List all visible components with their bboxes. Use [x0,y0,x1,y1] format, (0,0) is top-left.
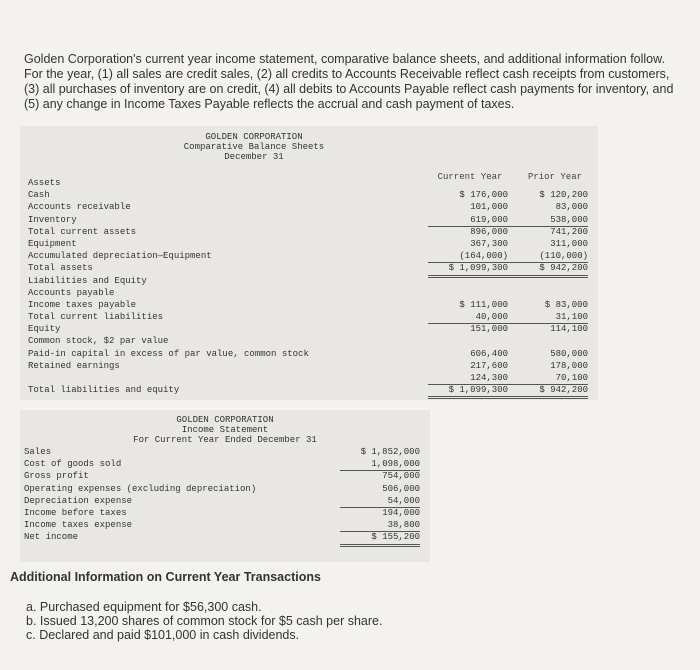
row-label: Operating expenses (excluding depreciation) [24,483,257,494]
prior-year-value: 114,100 [550,324,588,335]
income-statement-row [24,531,428,543]
balance-sheet [20,126,598,400]
balance-sheet-title: Comparative Balance Sheets [183,142,325,152]
current-year-value: $ 1,099,300 [428,262,508,277]
balance-sheet-row [28,214,598,226]
row-value: $ 1,852,000 [360,447,420,457]
row-label: Income taxes payable [28,299,137,310]
prior-year-value: $ 120,200 [539,190,588,201]
income-statement-row [24,495,428,507]
income-statement [20,410,430,562]
balance-sheet-row [28,201,598,213]
prior-year-value: 311,000 [550,238,588,249]
income-statement-period: For Current Year Ended December 31 [133,435,317,445]
income-statement-row [24,483,428,495]
row-label: Common stock, $2 par value [28,336,169,347]
balance-sheet-row [28,275,598,287]
balance-sheet-row [28,226,598,238]
prior-year-value: (110,000) [508,250,588,263]
balance-sheet-row [28,250,598,262]
row-label: Sales [24,447,52,457]
current-year-value: $ 1,099,300 [428,384,508,399]
balance-sheet-row [28,189,598,201]
balance-sheet-row [28,238,598,250]
balance-sheet-header [0,132,543,162]
current-year-value: 101,000 [470,202,508,213]
income-statement-row [24,470,428,482]
row-label: Accounts receivable [28,202,131,213]
balance-sheet-row [28,348,598,360]
row-label: Equity [28,324,61,335]
additional-info-item: c. Declared and paid $101,000 in cash dividends. [26,628,300,642]
income-statement-company: GOLDEN CORPORATION [176,415,274,425]
balance-sheet-row [28,360,598,372]
row-value: 754,000 [382,471,420,482]
row-label: Assets [28,178,61,188]
prior-year-value: 83,000 [555,202,588,213]
prior-year-value: $ 942,200 [508,384,588,399]
row-label: Equipment [28,238,77,249]
column-prior-year: Prior Year [527,172,582,182]
row-label: Cost of goods sold [24,459,122,470]
current-year-value: 40,000 [428,311,508,324]
row-label: Total current assets [28,226,137,237]
balance-sheet-company: GOLDEN CORPORATION [205,132,303,142]
income-statement-header [20,415,430,445]
current-year-value: 619,000 [428,214,508,227]
additional-info-title: Additional Information on Current Year Transactions [10,570,321,584]
income-statement-rows [24,446,428,544]
row-label: Retained earnings [28,360,120,371]
intro-paragraph: Golden Corporation's current year income statement, comparative balance sheets, and additional information follow. For the year, (1) all sales are credit sales, (2) all credits to Accounts Receivable reflect cash receipts from customers, (3) all purchases of inventory are on credit, (4) all debits to Accounts Payable reflect cash payments for inventory, and (5) any change in Income Taxes Payable reflects the accrual and cash payment of taxes. [24,52,674,111]
prior-year-value: $ 83,000 [544,299,588,310]
prior-year-value: 538,000 [508,214,588,227]
row-label: Accounts payable [28,287,115,298]
income-statement-row [24,519,428,531]
row-value: 194,000 [382,507,420,518]
current-year-value: 606,400 [470,348,508,359]
row-label: Accumulated depreciation—Equipment [28,251,212,262]
prior-year-value: $ 942,200 [508,262,588,277]
row-value: 38,800 [340,519,420,532]
current-year-value: 217,600 [470,360,508,371]
current-year-value: $ 176,000 [459,190,508,201]
balance-sheet-row [28,335,598,347]
row-label: Gross profit [24,471,89,482]
balance-sheet-row [28,384,598,396]
row-label: Income before taxes [24,507,127,518]
balance-sheet-row [28,262,598,274]
balance-sheet-date: December 31 [224,152,284,162]
prior-year-value: 178,000 [550,360,588,371]
row-label: Total assets [28,263,93,274]
current-year-value: 896,000 [470,226,508,237]
current-year-value: 124,300 [428,372,508,385]
row-label: Total current liabilities [28,312,164,323]
income-statement-row [24,507,428,519]
current-year-value: 151,000 [470,324,508,335]
balance-sheet-row [28,311,598,323]
income-statement-row [24,458,428,470]
additional-info-list [26,600,382,642]
row-label: Income taxes expense [24,520,133,531]
row-label: Cash [28,190,50,201]
prior-year-value: 70,100 [508,372,588,385]
row-value: 1,098,000 [340,458,420,471]
prior-year-value: 741,200 [550,226,588,237]
income-statement-title: Income Statement [181,425,269,435]
balance-sheet-row [28,287,598,299]
row-value: 506,000 [382,483,420,494]
balance-sheet-row [28,177,598,189]
income-statement-row [24,446,428,458]
row-label: Net income [24,532,79,543]
prior-year-value: 31,100 [508,311,588,324]
additional-info-item: b. Issued 13,200 shares of common stock for $5 cash per share. [26,614,383,628]
row-value: $ 155,200 [340,531,420,546]
row-value: 54,000 [340,495,420,508]
balance-sheet-rows [28,177,598,396]
row-label: Total liabilities and equity [28,385,180,396]
balance-sheet-row [28,299,598,311]
additional-info-item: a. Purchased equipment for $56,300 cash. [26,600,262,614]
current-year-value: 367,300 [470,238,508,249]
row-label: Liabilities and Equity [28,275,147,286]
row-label: Paid-in capital in excess of par value, common stock [28,348,309,359]
balance-sheet-row [28,372,598,384]
current-year-value: $ 111,000 [459,299,508,310]
row-label: Depreciation expense [24,495,133,506]
column-current-year: Current Year [437,172,503,182]
row-label: Inventory [28,214,77,225]
prior-year-value: 580,000 [550,348,588,359]
current-year-value: (164,000) [428,250,508,263]
balance-sheet-row [28,323,598,335]
